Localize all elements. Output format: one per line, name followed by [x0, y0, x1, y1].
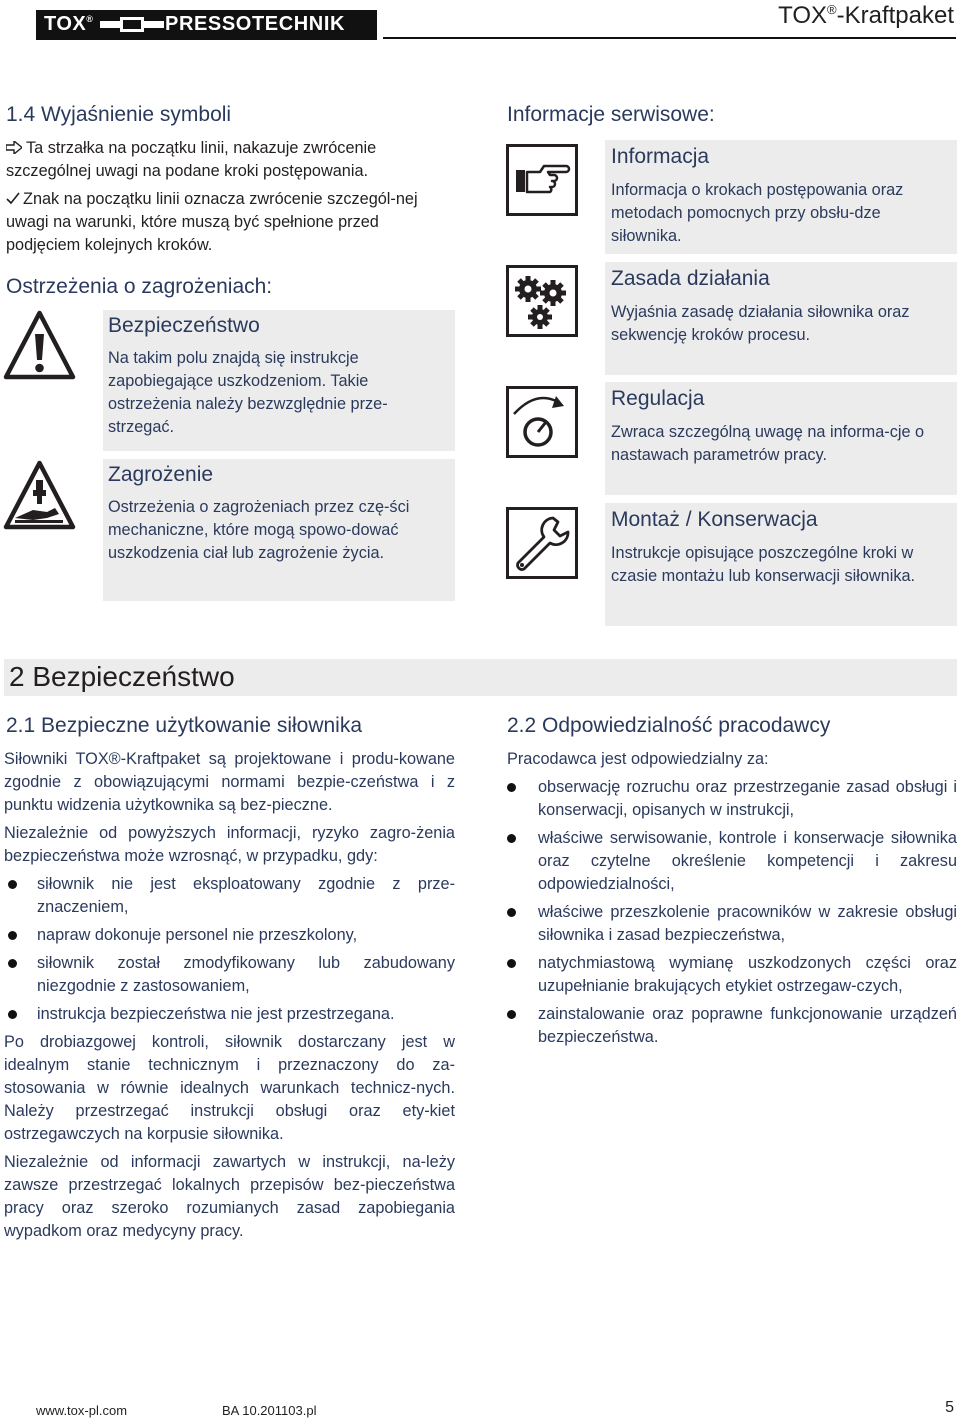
service-info-heading: Informacje serwisowe:	[507, 103, 715, 126]
service-box-maintenance	[605, 503, 957, 626]
document-title: TOX®-Kraftpaket	[778, 2, 954, 29]
warning-triangle-icon	[3, 310, 76, 380]
service-box-information	[605, 140, 957, 254]
list-item: siłownik nie jest eksploatowany zgodnie z prze-znaczeniem,	[4, 873, 455, 919]
safety-warning-box	[103, 310, 455, 451]
service-box-text: Wyjaśnia zasadę działania siłownika oraz sekwencję kroków procesu.	[611, 303, 910, 344]
arrow-right-icon	[6, 141, 22, 154]
chapter-title: 2 Bezpieczeństwo	[9, 661, 235, 692]
service-box-principle	[605, 262, 957, 375]
list-item: siłownik został zmodyfikowany lub zabudowany niezgodnie z zastosowaniem,	[4, 952, 455, 998]
section-heading-1-4: 1.4 Wyjaśnienie symboli	[6, 103, 232, 126]
section-2-2-body	[507, 748, 957, 1054]
logo-mark-icon	[100, 15, 164, 35]
danger-box-text: Ostrzeżenia o zagrożeniach przez czę-ści mechaniczne, które mogą spowo-dować uszkodzenia ciał lub zagrożenie życia.	[108, 498, 410, 562]
service-box-title: Zasada działania	[611, 267, 770, 290]
gears-icon	[506, 265, 578, 337]
paragraph: Niezależnie od powyższych informacji, ryzyko zagro-żenia bezpieczeństwa może wzrosnąć, w przypadku, gdy:	[4, 824, 455, 865]
page-number: 5	[945, 1399, 954, 1416]
service-box-title: Regulacja	[611, 387, 705, 410]
list-item: obserwację rozruchu oraz przestrzeganie zasad obsługi i konserwacji, opisanych w instrukcji,	[507, 776, 957, 822]
paragraph: Niezależnie od informacji zawartych w instrukcji, na-leży zawsze przestrzegać lokalnych przepisów bez-pieczeństwa pracy oraz szeroko rozumianych zasad zapobiegania wypadkom oraz medycyny pracy.	[4, 1153, 455, 1240]
service-box-adjustment	[605, 382, 957, 495]
list-item: właściwe przeszkolenie pracowników w zakresie obsługi siłownika i zasad bezpieczeństwa,	[507, 901, 957, 947]
safety-box-title: Bezpieczeństwo	[108, 314, 260, 337]
list-item: napraw dokonuje personel nie przeszkolony,	[4, 924, 455, 947]
list-item: właściwe serwisowanie, kontrole i konserwacje siłownika oraz czytelne określenie kompetencji i zakresu odpowiedzialności,	[507, 827, 957, 896]
employer-responsibility-list	[507, 776, 957, 1049]
danger-box-title: Zagrożenie	[108, 463, 214, 486]
danger-warning-box	[103, 459, 455, 601]
wrench-icon	[506, 507, 578, 579]
service-box-title: Montaż / Konserwacja	[611, 508, 818, 531]
warnings-heading: Ostrzeżenia o zagrożeniach:	[6, 275, 273, 298]
list-item: natychmiastową wymianę uszkodzonych części oraz uzupełnianie brakujących etykiet ostrzegaw-czych,	[507, 952, 957, 998]
list-item: zainstalowanie oraz poprawne funkcjonowanie urządzeń bezpieczeństwa.	[507, 1003, 957, 1049]
section-heading-2-1: 2.1 Bezpieczne użytkowanie siłownika	[6, 714, 363, 737]
adjustment-gauge-icon	[506, 386, 578, 458]
checkmark-icon	[6, 192, 20, 205]
paragraph: Pracodawca jest odpowiedzialny za:	[507, 750, 769, 768]
paragraph: Po drobiazgowej kontroli, siłownik dostarczany jest w idealnym stanie technicznym i przeznaczony do za-stosowania w równie idealnych warunkach technicz-nych. Należy przestrzegać instrukcji obsługi oraz ety-kiet ostrzegawczych na korpusie siłownika.	[4, 1033, 455, 1143]
section-heading-2-2: 2.2 Odpowiedzialność pracodawcy	[507, 714, 831, 737]
list-item: instrukcja bezpieczeństwa nie jest przestrzegana.	[4, 1003, 455, 1026]
logo-text-pressotechnik: PRESSOTECHNIK	[165, 13, 346, 35]
pointing-hand-icon	[506, 144, 578, 216]
paragraph: Siłowniki TOX®-Kraftpaket są projektowane i produ-kowane zgodnie z obowiązującymi normami bezpie-czeństwa i z punktu widzenia użytkownika są bez-pieczne.	[4, 750, 455, 814]
check-symbol-description: Znak na początku linii oznacza zwrócenie szczegól-nej uwagi na warunki, które muszą być spełnione przed podjęciem kolejnych kroków.	[6, 190, 418, 254]
hand-crush-hazard-icon	[3, 460, 76, 530]
service-box-text: Informacja o krokach postępowania oraz metodach pomocnych przy obsłu-dze siłownika.	[611, 181, 904, 245]
service-box-title: Informacja	[611, 145, 710, 168]
section-2-1-body	[4, 748, 455, 1243]
footer-doc-number: BA 10.201103.pl	[222, 1403, 317, 1418]
safety-box-text: Na takim polu znajdą się instrukcje zapobiegające uszkodzeniom. Takie ostrzeżenia należy bezwzględnie prze-strzegać.	[108, 349, 388, 436]
chapter-heading-bar	[4, 659, 957, 696]
footer-url: www.tox-pl.com	[36, 1403, 128, 1418]
header-rule	[383, 37, 956, 39]
logo-text-tox: TOX®	[44, 13, 94, 35]
company-logo	[36, 10, 377, 40]
risk-list	[4, 873, 455, 1026]
service-box-text: Instrukcje opisujące poszczególne kroki w czasie montażu lub konserwacji siłownika.	[611, 544, 916, 585]
arrow-symbol-description: Ta strzałka na początku linii, nakazuje zwrócenie szczególnej uwagi na podane kroki postępowania.	[6, 139, 377, 180]
service-box-text: Zwraca szczególną uwagę na informa-cje o nastawach parametrów pracy.	[611, 423, 925, 464]
